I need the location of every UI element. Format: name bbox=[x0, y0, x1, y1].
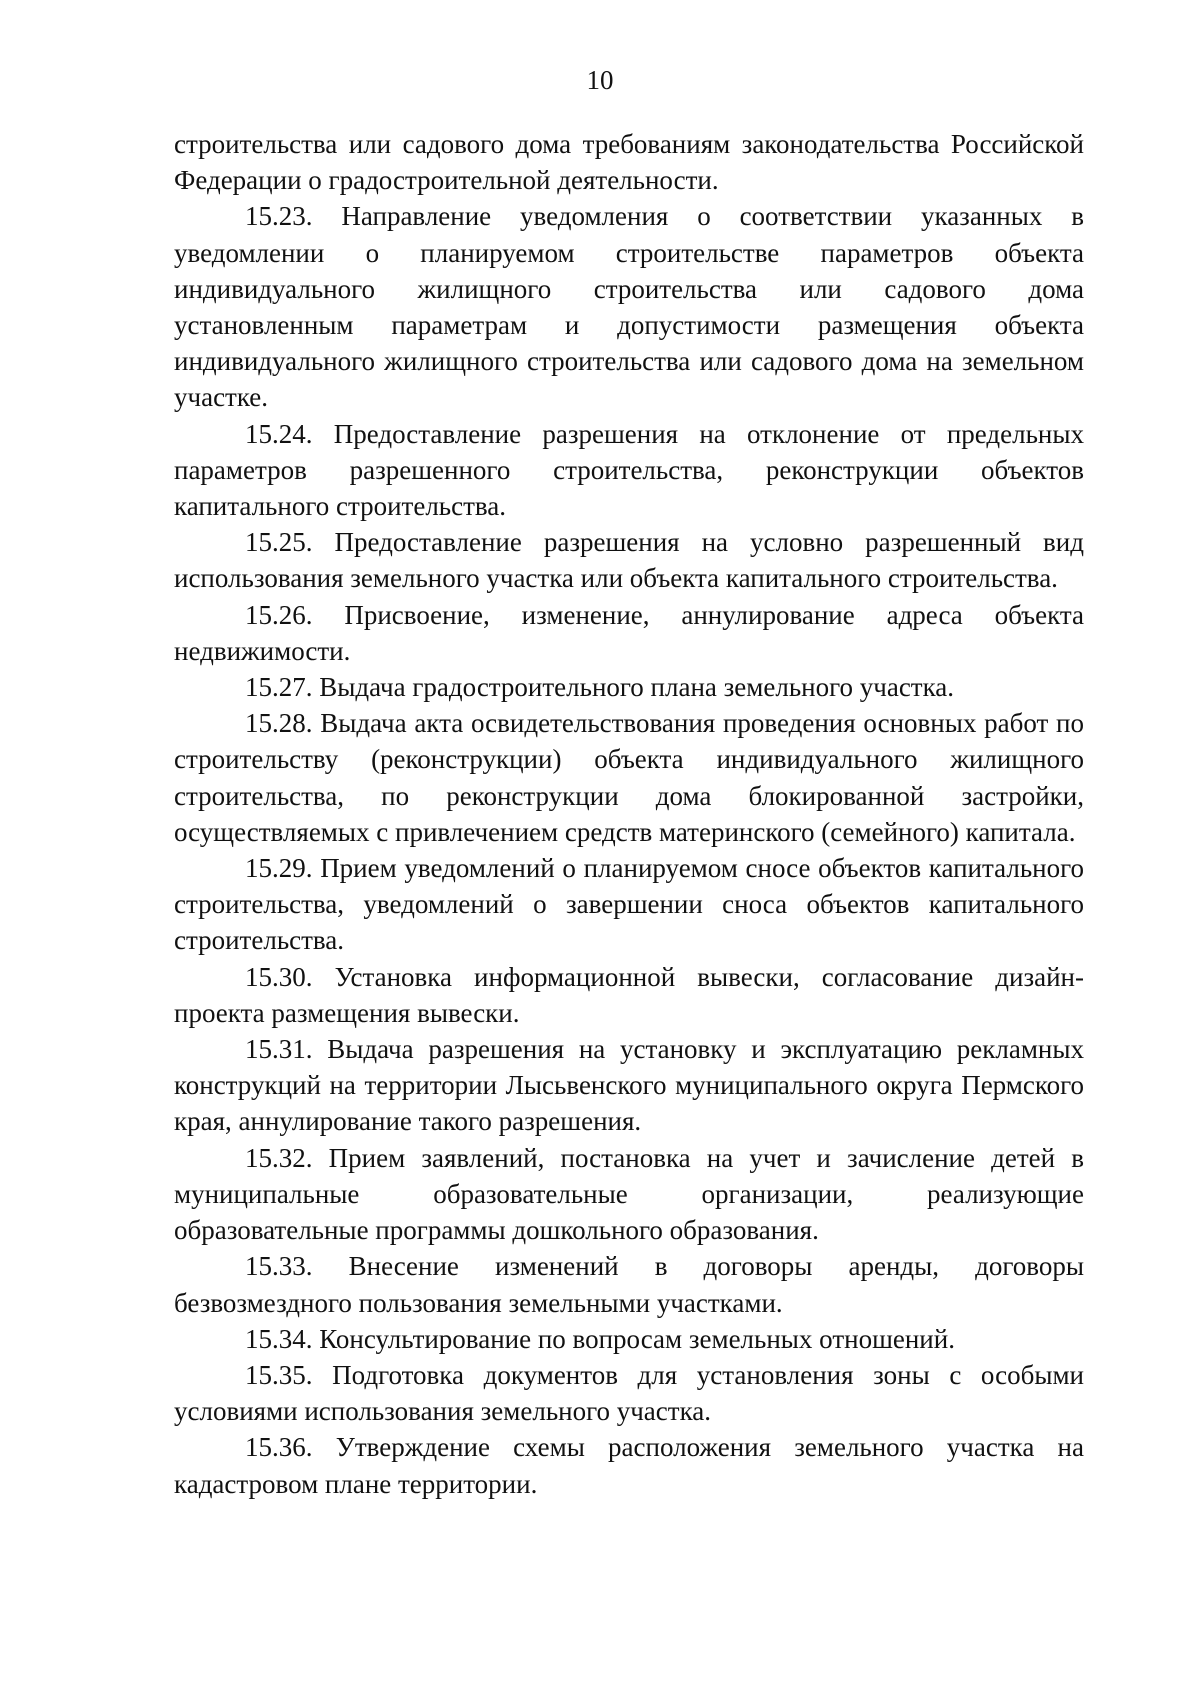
paragraph-15-31: 15.31. Выдача разрешения на установку и эксплуатацию рекламных конструкций на территории Лысьвенского муниципального округа Пермского края, аннулирование такого разрешения. bbox=[174, 1034, 1084, 1137]
paragraph-15-35: 15.35. Подготовка документов для установления зоны с особыми условиями использования земельного участка. bbox=[174, 1359, 1084, 1427]
paragraph-15-25: 15.25. Предоставление разрешения на условно разрешенный вид использования земельного участка или объекта капитального строительства. bbox=[174, 527, 1084, 594]
paragraph-15-26: 15.26. Присвоение, изменение, аннулирование адреса объекта недвижимости. bbox=[174, 599, 1084, 666]
paragraph-15-34: 15.34. Консультирование по вопросам земельных отношений. bbox=[245, 1323, 955, 1354]
paragraph-15-23: 15.23. Направление уведомления о соответствии указанных в уведомлении о планируемом строительстве параметров объекта индивидуального жилищного строительства или садового дома установленным параметрам и допустимости размещения объекта индивидуального жилищного строительства или садового дома на земельном участке. bbox=[174, 201, 1084, 413]
paragraph-15-28: 15.28. Выдача акта освидетельствования проведения основных работ по строительству (реконструкции) объекта индивидуального жилищного строительства, по реконструкции дома блокированной застройки, осуществляемых с привлечением средств материнского (семейного) капитала. bbox=[174, 708, 1084, 847]
document-body bbox=[174, 126, 1084, 1502]
paragraph-15-27: 15.27. Выдача градостроительного плана земельного участка. bbox=[245, 672, 955, 703]
paragraph-15-33: 15.33. Внесение изменений в договоры аренды, договоры безвозмездного пользования земельными участками. bbox=[174, 1251, 1084, 1318]
paragraph-15-24: 15.24. Предоставление разрешения на отклонение от предельных параметров разрешенного строительства, реконструкции объектов капитального строительства. bbox=[174, 418, 1084, 522]
paragraph-15-30: 15.30. Установка информационной вывески, согласование дизайн-проекта размещения вывески. bbox=[174, 961, 1084, 1028]
paragraph-15-29: 15.29. Прием уведомлений о планируемом сносе объектов капитального строительства, уведомлений о завершении сноса объектов капитального строительства. bbox=[174, 853, 1084, 956]
paragraph-15-32: 15.32. Прием заявлений, постановка на учет и зачисление детей в муниципальные образовательные организации, реализующие образовательные программы дошкольного образования. bbox=[174, 1142, 1084, 1246]
page-number: 10 bbox=[586, 65, 614, 95]
paragraph-15-36: 15.36. Утверждение схемы расположения земельного участка на кадастровом плане территории. bbox=[174, 1432, 1084, 1499]
paragraph-continuation: строительства или садового дома требованиям законодательства Российской Федерации о градостроительной деятельности. bbox=[174, 129, 1084, 196]
